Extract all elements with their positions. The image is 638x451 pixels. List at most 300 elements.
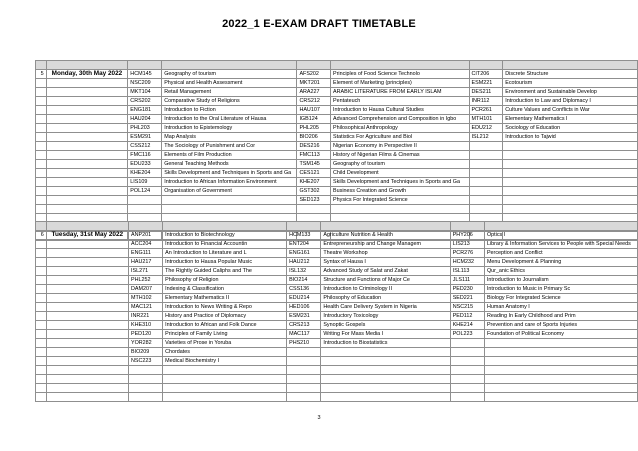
course-title: Element of Marketing (principles): [331, 79, 470, 88]
course-code: CES121: [297, 169, 331, 178]
course-code: BIO206: [297, 133, 331, 142]
page-title: 2022_1 E-EXAM DRAFT TIMETABLE: [222, 18, 416, 30]
separator-cell: [36, 61, 47, 70]
table-row: [36, 258, 638, 267]
course-title: Introduction to Epistemology: [162, 124, 297, 133]
course-code: HAU107: [297, 106, 331, 115]
table-row: [36, 267, 638, 276]
course-code: HAU204: [128, 115, 162, 124]
table-row: [36, 384, 638, 393]
course-title: [162, 196, 297, 205]
empty-cell: [46, 106, 128, 115]
empty-cell: [36, 249, 47, 258]
course-code: ENT204: [287, 240, 321, 249]
course-title: Physics For Integrated Science: [331, 196, 470, 205]
table-row: [36, 303, 638, 312]
course-code: EDU212: [469, 124, 503, 133]
course-code: CSS136: [287, 285, 321, 294]
course-title: [484, 357, 637, 366]
course-title: [162, 205, 297, 214]
empty-cell: [36, 240, 47, 249]
empty-cell: [36, 375, 47, 384]
empty-cell: [46, 124, 128, 133]
course-code: MKT201: [297, 79, 331, 88]
empty-cell: [36, 205, 47, 214]
empty-cell: [36, 142, 47, 151]
course-title: Perception and Conflict: [484, 249, 637, 258]
course-title: Geography of tourism: [162, 70, 297, 79]
course-title: Elementary Mathematics I: [503, 115, 638, 124]
separator-cell: [331, 61, 470, 70]
course-code: [297, 205, 331, 214]
course-code: [450, 375, 484, 384]
empty-cell: [36, 88, 47, 97]
course-code: LIS109: [128, 178, 162, 187]
empty-cell: [46, 133, 128, 142]
course-code: MAC121: [128, 303, 162, 312]
table-row: [36, 124, 638, 133]
course-code: [128, 384, 162, 393]
course-title: Ecotourism: [503, 79, 638, 88]
empty-cell: [36, 115, 47, 124]
course-code: FMC116: [128, 151, 162, 160]
table-row: [36, 97, 638, 106]
course-title: Introduction to Law and Diplomacy I: [503, 97, 638, 106]
course-title: Medical Biochemistry I: [163, 357, 287, 366]
course-code: HED106: [287, 303, 321, 312]
course-title: [484, 366, 637, 375]
course-code: [469, 160, 503, 169]
empty-cell: [36, 321, 47, 330]
empty-cell: [46, 79, 128, 88]
course-title: Retail Management: [162, 88, 297, 97]
course-code: INR112: [469, 97, 503, 106]
course-title: [163, 366, 287, 375]
course-code: ANP201: [128, 231, 162, 240]
table-row: [36, 249, 638, 258]
course-code: HAU217: [128, 258, 162, 267]
course-code: [128, 375, 162, 384]
course-code: [450, 348, 484, 357]
course-title: Health Care Delivery System in Nigeria: [321, 303, 450, 312]
course-code: PED120: [128, 330, 162, 339]
course-title: ARABIC LITERATURE FROM EARLY ISLAM: [331, 88, 470, 97]
course-title: Biology For Integrated Science: [484, 294, 637, 303]
separator-cell: [287, 222, 321, 231]
course-title: Prevention and care of Sports Injuries: [484, 321, 637, 330]
table-row: [36, 70, 638, 79]
empty-cell: [36, 169, 47, 178]
empty-cell: [46, 178, 128, 187]
course-code: JLS111: [450, 276, 484, 285]
course-code: MAC117: [287, 330, 321, 339]
separator-cell: [128, 61, 162, 70]
course-code: AFS202: [297, 70, 331, 79]
course-title: Pentateuch: [331, 97, 470, 106]
separator-row: [36, 222, 638, 231]
course-code: NSC223: [128, 357, 162, 366]
course-title: Introductory Toxicology: [321, 312, 450, 321]
empty-cell: [36, 393, 47, 402]
course-title: Introduction to Journalism: [484, 276, 637, 285]
course-title: Environment and Sustainable Develop: [503, 88, 638, 97]
course-code: HAU212: [287, 258, 321, 267]
day-number: 5: [36, 70, 47, 79]
empty-cell: [36, 196, 47, 205]
course-title: Entrepreneurship and Change Managem: [321, 240, 450, 249]
course-code: [450, 393, 484, 402]
course-code: PED112: [450, 312, 484, 321]
course-code: CIT206: [469, 70, 503, 79]
course-code: TSM145: [297, 160, 331, 169]
empty-cell: [46, 276, 128, 285]
table-row: [36, 142, 638, 151]
empty-cell: [46, 285, 128, 294]
empty-cell: [36, 79, 47, 88]
table-row: [36, 276, 638, 285]
table-row: [36, 187, 638, 196]
course-title: History of Nigerian Films & Cinemas: [331, 151, 470, 160]
empty-cell: [36, 357, 47, 366]
course-code: [128, 366, 162, 375]
course-code: HCM232: [450, 258, 484, 267]
page-number: 3: [317, 415, 321, 421]
course-title: [163, 375, 287, 384]
empty-cell: [36, 187, 47, 196]
empty-cell: [46, 97, 128, 106]
table-row: [36, 231, 638, 240]
course-code: PCR276: [450, 249, 484, 258]
course-title: Agriculture Nutrition & Health: [321, 231, 450, 240]
course-title: [484, 375, 637, 384]
course-title: Chordates: [163, 348, 287, 357]
table-row: [36, 178, 638, 187]
course-code: [287, 375, 321, 384]
separator-cell: [321, 222, 450, 231]
course-code: [287, 366, 321, 375]
table-row: [36, 169, 638, 178]
course-title: Advanced Comprehension and Composition in Igbo: [331, 115, 470, 124]
empty-cell: [36, 106, 47, 115]
course-title: Qur_anic Ethics: [484, 267, 637, 276]
course-code: [469, 178, 503, 187]
course-code: NSC209: [128, 79, 162, 88]
course-code: CSS212: [128, 142, 162, 151]
course-title: Map Analysis: [162, 133, 297, 142]
separator-cell: [128, 222, 162, 231]
course-title: [321, 357, 450, 366]
course-code: [469, 142, 503, 151]
course-code: ISL113: [450, 267, 484, 276]
separator-cell: [162, 61, 297, 70]
table-row: [36, 357, 638, 366]
empty-cell: [36, 267, 47, 276]
course-title: [503, 196, 638, 205]
separator-cell: [469, 61, 503, 70]
table-row: [36, 294, 638, 303]
table-row: [36, 375, 638, 384]
empty-cell: [36, 258, 47, 267]
course-title: Elements of Film Production: [162, 151, 297, 160]
empty-cell: [46, 115, 128, 124]
course-title: Statistics For Agriculture and Biol: [331, 133, 470, 142]
course-code: [287, 348, 321, 357]
course-title: Syntax of Hausa I: [321, 258, 450, 267]
table-row: [36, 115, 638, 124]
course-code: KHE214: [450, 321, 484, 330]
course-title: Skills Development and Techniques in Sports and Ga: [162, 169, 297, 178]
empty-cell: [36, 160, 47, 169]
separator-cell: [46, 222, 128, 231]
course-code: DAM207: [128, 285, 162, 294]
course-title: Culture Values and Conflicts in War: [503, 106, 638, 115]
course-title: Introduction to Hausa Popular Music: [163, 258, 287, 267]
course-title: Menu Development & Planning: [484, 258, 637, 267]
course-title: Introduction to Fiction: [162, 106, 297, 115]
course-title: [321, 375, 450, 384]
separator-cell: [503, 61, 638, 70]
course-code: [287, 393, 321, 402]
course-title: Sociology of Education: [503, 124, 638, 133]
course-title: [484, 384, 637, 393]
course-code: [469, 151, 503, 160]
course-code: [469, 169, 503, 178]
empty-cell: [46, 196, 128, 205]
course-code: [287, 384, 321, 393]
course-title: Introduction to Financial Accountin: [163, 240, 287, 249]
course-title: Advanced Study of Salat and Zakat: [321, 267, 450, 276]
course-title: Synoptic Gospels: [321, 321, 450, 330]
course-code: KHE310: [128, 321, 162, 330]
course-title: Library & Information Services to People with Special Needs: [484, 240, 637, 249]
course-code: IGB124: [297, 115, 331, 124]
course-title: [503, 205, 638, 214]
course-code: ARA227: [297, 88, 331, 97]
exam-date: Monday, 30th May 2022: [46, 70, 128, 79]
course-code: [469, 196, 503, 205]
day-block-1: [35, 60, 638, 241]
course-code: HCM133: [287, 231, 321, 240]
course-code: PHL205: [297, 124, 331, 133]
separator-cell: [484, 222, 637, 231]
course-code: [128, 393, 162, 402]
empty-cell: [36, 178, 47, 187]
course-code: DES211: [469, 88, 503, 97]
empty-cell: [36, 348, 47, 357]
empty-cell: [36, 303, 47, 312]
course-code: [450, 366, 484, 375]
course-title: [484, 393, 637, 402]
course-title: Human Anatomy I: [484, 303, 637, 312]
course-title: [163, 393, 287, 402]
table-row: [36, 151, 638, 160]
empty-cell: [46, 321, 128, 330]
course-title: Principles of Family Living: [163, 330, 287, 339]
table-row: [36, 348, 638, 357]
empty-cell: [46, 249, 128, 258]
empty-cell: [36, 384, 47, 393]
course-title: Business Creation and Growth: [331, 187, 470, 196]
empty-cell: [36, 151, 47, 160]
course-code: POL124: [128, 187, 162, 196]
empty-cell: [46, 384, 128, 393]
empty-cell: [36, 366, 47, 375]
table-row: [36, 133, 638, 142]
course-code: KHE204: [128, 169, 162, 178]
empty-cell: [46, 88, 128, 97]
course-code: [450, 357, 484, 366]
separator-cell: [297, 61, 331, 70]
day-block-2: [35, 221, 638, 402]
course-code: [450, 339, 484, 348]
course-code: KHE207: [297, 178, 331, 187]
course-title: Theatre Workshop: [321, 249, 450, 258]
course-code: CRS202: [128, 97, 162, 106]
exam-date: Tuesday, 31st May 2022: [46, 231, 128, 240]
course-title: Organisation of Government: [162, 187, 297, 196]
course-title: [321, 384, 450, 393]
empty-cell: [46, 303, 128, 312]
course-title: Introduction to Criminology II: [321, 285, 450, 294]
empty-cell: [46, 393, 128, 402]
empty-cell: [36, 133, 47, 142]
course-code: PED230: [450, 285, 484, 294]
course-title: Physical and Health Assessment: [162, 79, 297, 88]
empty-cell: [46, 160, 128, 169]
course-code: NSC215: [450, 303, 484, 312]
course-code: ACC204: [128, 240, 162, 249]
course-code: CRS212: [297, 97, 331, 106]
table-row: [36, 321, 638, 330]
course-code: ESM221: [469, 79, 503, 88]
course-code: ISL132: [287, 267, 321, 276]
empty-cell: [36, 276, 47, 285]
course-code: ESM231: [287, 312, 321, 321]
course-code: EDU214: [287, 294, 321, 303]
empty-cell: [46, 339, 128, 348]
course-title: [503, 169, 638, 178]
separator-cell: [46, 61, 128, 70]
course-code: EDU233: [128, 160, 162, 169]
table-row: [36, 240, 638, 249]
separator-cell: [163, 222, 287, 231]
course-code: PHL203: [128, 124, 162, 133]
empty-cell: [46, 151, 128, 160]
course-code: BIO214: [287, 276, 321, 285]
course-code: PHY206: [450, 231, 484, 240]
separator-cell: [36, 222, 47, 231]
course-title: Foundation of Political Economy: [484, 330, 637, 339]
course-title: Introduction to the Oral Literature of Hausa: [162, 115, 297, 124]
course-code: [450, 384, 484, 393]
course-code: YOR282: [128, 339, 162, 348]
course-code: [128, 196, 162, 205]
course-title: [503, 151, 638, 160]
empty-cell: [46, 258, 128, 267]
course-title: Indexing & Classification: [163, 285, 287, 294]
course-code: ESM291: [128, 133, 162, 142]
course-code: HCM145: [128, 70, 162, 79]
course-title: [484, 339, 637, 348]
course-code: SED123: [297, 196, 331, 205]
course-title: Varieties of Prose in Yoruba: [163, 339, 287, 348]
course-title: Writing For Mass Media I: [321, 330, 450, 339]
course-code: ENG111: [128, 249, 162, 258]
table-row: [36, 196, 638, 205]
course-title: Introduction to African and Folk Dance: [163, 321, 287, 330]
course-code: FMC113: [297, 151, 331, 160]
course-code: ENG161: [287, 249, 321, 258]
empty-cell: [46, 366, 128, 375]
empty-cell: [36, 294, 47, 303]
empty-cell: [46, 357, 128, 366]
table-row: [36, 79, 638, 88]
separator-cell: [450, 222, 484, 231]
course-title: [321, 366, 450, 375]
course-title: Introduction to Hausa Cultural Studies: [331, 106, 470, 115]
course-code: [469, 187, 503, 196]
course-title: Introduction to African Information Environment: [162, 178, 297, 187]
course-code: PHS210: [287, 339, 321, 348]
course-title: General Teaching Methods: [162, 160, 297, 169]
course-code: CRS213: [287, 321, 321, 330]
empty-cell: [46, 205, 128, 214]
table-row: [36, 160, 638, 169]
course-title: Introduction to Music in Primary Sc: [484, 285, 637, 294]
course-title: The Rightly Guided Caliphs and The: [163, 267, 287, 276]
course-title: The Sociology of Punishment and Cor: [162, 142, 297, 151]
table-row: [36, 393, 638, 402]
empty-cell: [46, 187, 128, 196]
day-number: 6: [36, 231, 47, 240]
course-title: [503, 187, 638, 196]
course-title: Elementary Mathematics II: [163, 294, 287, 303]
course-title: Skills Development and Techniques in Sports and Ga: [331, 178, 470, 187]
course-code: GST302: [297, 187, 331, 196]
empty-cell: [46, 169, 128, 178]
empty-cell: [46, 267, 128, 276]
course-code: ISL212: [469, 133, 503, 142]
course-title: Reading In Early Childhood and Prim: [484, 312, 637, 321]
separator-row: [36, 61, 638, 70]
course-title: [484, 348, 637, 357]
course-title: Introduction to Tajwid: [503, 133, 638, 142]
table-row: [36, 312, 638, 321]
course-title: Optics I: [484, 231, 637, 240]
course-code: MTH101: [469, 115, 503, 124]
course-code: MKT104: [128, 88, 162, 97]
empty-cell: [46, 294, 128, 303]
empty-cell: [46, 142, 128, 151]
course-title: [163, 384, 287, 393]
table-row: [36, 88, 638, 97]
course-code: [287, 357, 321, 366]
course-code: INR221: [128, 312, 162, 321]
course-title: Geography of tourism: [331, 160, 470, 169]
course-title: Philosophy of Religion: [163, 276, 287, 285]
course-code: ENG181: [128, 106, 162, 115]
course-title: Discrete Structure: [503, 70, 638, 79]
empty-cell: [46, 312, 128, 321]
table-row: [36, 106, 638, 115]
course-code: PHL252: [128, 276, 162, 285]
empty-cell: [46, 375, 128, 384]
course-title: Philosophy of Education: [321, 294, 450, 303]
course-title: [321, 393, 450, 402]
empty-cell: [46, 348, 128, 357]
empty-cell: [36, 339, 47, 348]
course-code: POL223: [450, 330, 484, 339]
